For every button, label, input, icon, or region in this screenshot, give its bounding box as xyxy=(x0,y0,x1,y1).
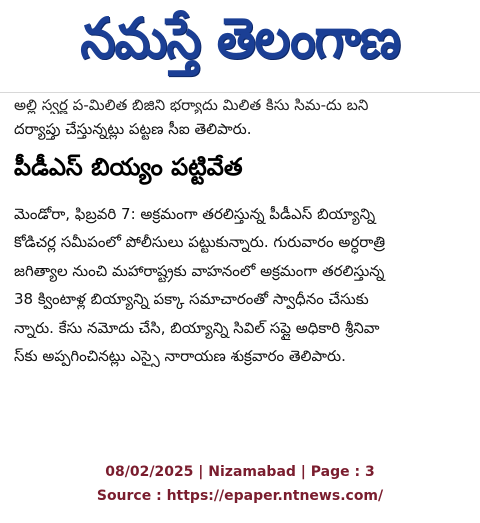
previous-article-last-line: దర్యాప్తు చేస్తున్నట్లు పట్టణ సీఐ తెలిపారు. xyxy=(14,120,252,138)
previous-article-cutoff-line xyxy=(14,94,464,114)
article-headline: పీడీఎస్ బియ్యం పట్టివేత xyxy=(14,153,243,181)
article-body xyxy=(14,200,476,370)
article-line: 38 క్వింటాళ్ల బియ్యాన్ని పక్కా సమాచారంతో స్వాధీనం చేసుకు xyxy=(14,290,369,309)
masthead xyxy=(0,0,480,90)
article-line: జగిత్యాల నుంచి మహారాష్ట్రకు వాహనంలో అక్రమంగా తరలిస్తున్న xyxy=(14,261,385,280)
article-line: న్నారు. కేసు నమోదు చేసి, బియ్యాన్ని సివిల్ సప్లై అధికారి శ్రీనివా xyxy=(14,318,380,337)
article-line: మెండోరా, ఫిబ్రవరి 7: అక్రమంగా తరలిస్తున్న పీడీఎస్ బియ్యాన్ని xyxy=(14,205,376,223)
masthead-logo: నమస్తే తెలంగాణ xyxy=(80,5,400,71)
masthead-divider xyxy=(0,92,480,93)
source-link[interactable]: Source : https://epaper.ntnews.com/ xyxy=(96,488,384,504)
previous-article-cutoff-text: అల్లి స్వర్ణ ప-మిలిత బిజిని భర్యాదు మిలిత కిసు సిమ-దు బని xyxy=(14,96,369,114)
article-line: స్‌కు అప్పగించినట్లు ఎస్సై నారాయణ శుక్రవారం తెలిపారు. xyxy=(14,347,346,366)
page-footer xyxy=(0,460,480,508)
edition-info: 08/02/2025 | Nizamabad | Page : 3 xyxy=(105,464,375,480)
article-line: కోడిచర్ల సమీపంలో పోలీసులు పట్టుకున్నారు. గురువారం అర్ధరాత్రి xyxy=(14,233,386,252)
